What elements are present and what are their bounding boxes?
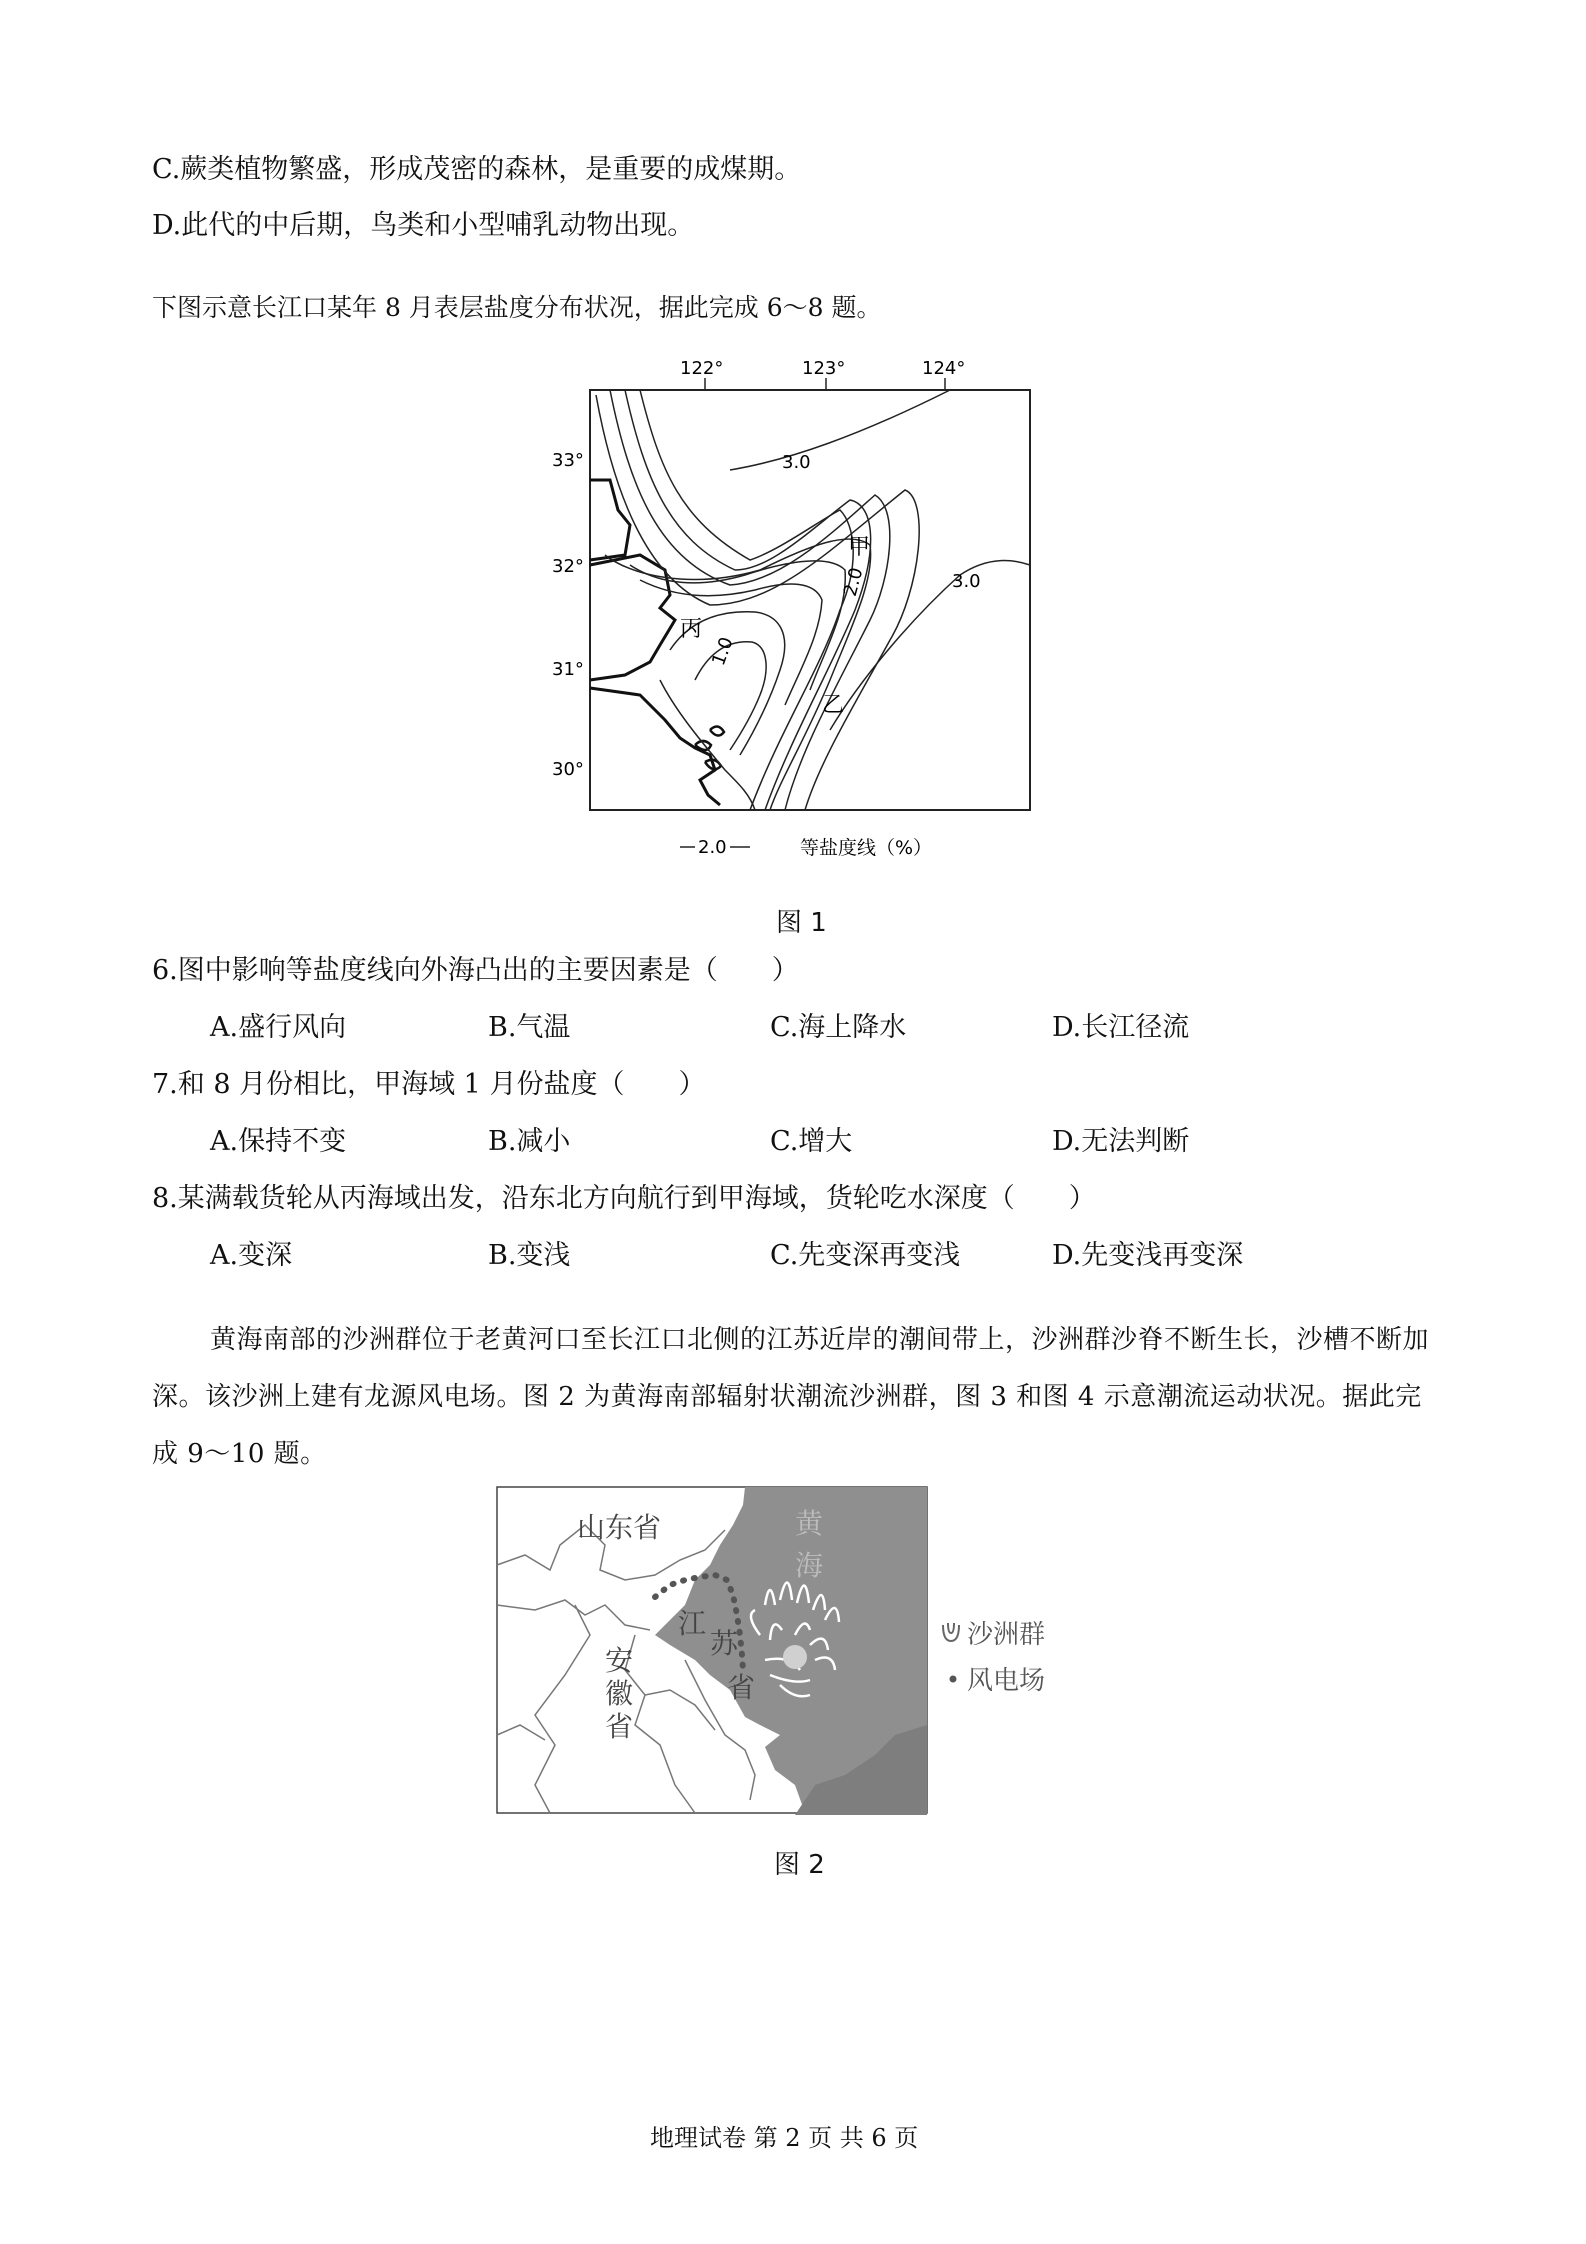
q7-option-a: A.保持不变 bbox=[210, 1126, 347, 1157]
q8-option-c: C.先变深再变浅 bbox=[770, 1240, 961, 1271]
coastline bbox=[590, 480, 720, 805]
legend-windfarm: 风电场 bbox=[967, 1666, 1046, 1696]
figure2-caption: 图 2 bbox=[774, 1850, 825, 1880]
q8-stem: 8.某满载货轮从丙海域出发，沿东北方向航行到甲海域，货轮吃水深度（ ） bbox=[152, 1183, 1096, 1214]
lat-label-32: 32° bbox=[552, 556, 584, 577]
q8-option-d: D.先变浅再变深 bbox=[1052, 1240, 1244, 1271]
lat-label-30: 30° bbox=[552, 759, 584, 780]
q7-option-b: B.减小 bbox=[488, 1126, 571, 1157]
figure1-salinity-map bbox=[530, 350, 1050, 870]
label-shandong: 山东省 bbox=[577, 1511, 662, 1544]
label-huang: 黄 bbox=[795, 1507, 824, 1540]
label-jia: 甲 bbox=[848, 535, 871, 560]
q6-stem: 6.图中影响等盐度线向外海凸出的主要因素是（ ） bbox=[152, 955, 799, 986]
contour-label-3.0-east: 3.0 bbox=[952, 571, 981, 592]
figure2-sandbar-map bbox=[495, 1485, 1095, 1815]
label-jiang: 江 bbox=[678, 1607, 707, 1640]
lon-label-122: 122° bbox=[680, 358, 724, 379]
q6-option-c: C.海上降水 bbox=[770, 1012, 907, 1043]
intro-questions-9-10: 黄海南部的沙洲群位于老黄河口至长江口北侧的江苏近岸的潮间带上，沙洲群沙脊不断生长，沙槽不断加深。该沙洲上建有龙源风电场。图 2 为黄海南部辐射状潮流沙洲群，图 3 和图 4 示意潮流运动状况。据此完成 9～10 题。 bbox=[152, 1325, 1430, 1469]
page-footer: 地理试卷 第 2 页 共 6 页 bbox=[650, 2124, 919, 2152]
label-sheng-js: 省 bbox=[727, 1671, 756, 1704]
lat-label-33: 33° bbox=[552, 450, 584, 471]
label-an: 安 bbox=[605, 1644, 634, 1677]
q6-option-b: B.气温 bbox=[488, 1012, 571, 1043]
label-hui: 徽 bbox=[605, 1677, 634, 1710]
legend-text: 等盐度线（%） bbox=[800, 837, 933, 859]
q6-option-d: D.长江径流 bbox=[1052, 1012, 1190, 1043]
q7-option-c: C.增大 bbox=[770, 1126, 853, 1157]
figure1-caption: 图 1 bbox=[776, 908, 827, 938]
label-hai: 海 bbox=[795, 1549, 824, 1582]
label-bing: 丙 bbox=[680, 617, 703, 642]
q8-option-a: A.变深 bbox=[210, 1240, 293, 1271]
label-yi: 乙 bbox=[822, 693, 845, 718]
q7-option-d: D.无法判断 bbox=[1052, 1126, 1190, 1157]
sandbar-legend-icon bbox=[943, 1623, 959, 1641]
legend-value: 2.0 bbox=[698, 837, 727, 858]
option-c-text: C.蕨类植物繁盛，形成茂密的森林，是重要的成煤期。 bbox=[152, 154, 802, 185]
contour-label-1.0: 1.0 bbox=[708, 634, 738, 669]
q7-stem: 7.和 8 月份相比，甲海域 1 月份盐度（ ） bbox=[152, 1069, 706, 1100]
intro-questions-6-8: 下图示意长江口某年 8 月表层盐度分布状况，据此完成 6～8 题。 bbox=[152, 293, 882, 322]
windfarm-legend-icon bbox=[950, 1676, 957, 1683]
q8-option-b: B.变浅 bbox=[488, 1240, 571, 1271]
q6-option-a: A.盛行风向 bbox=[210, 1012, 347, 1043]
label-su: 苏 bbox=[710, 1627, 739, 1660]
label-sheng-ah: 省 bbox=[605, 1710, 634, 1743]
lon-label-123: 123° bbox=[802, 358, 846, 379]
contour-label-2.0: 2.0 bbox=[839, 565, 868, 599]
option-d-text: D.此代的中后期，鸟类和小型哺乳动物出现。 bbox=[152, 210, 695, 241]
lat-label-31: 31° bbox=[552, 659, 584, 680]
legend-sandbar: 沙洲群 bbox=[967, 1620, 1046, 1650]
lon-label-124: 124° bbox=[922, 358, 966, 379]
contour-label-3.0-north: 3.0 bbox=[782, 452, 811, 473]
